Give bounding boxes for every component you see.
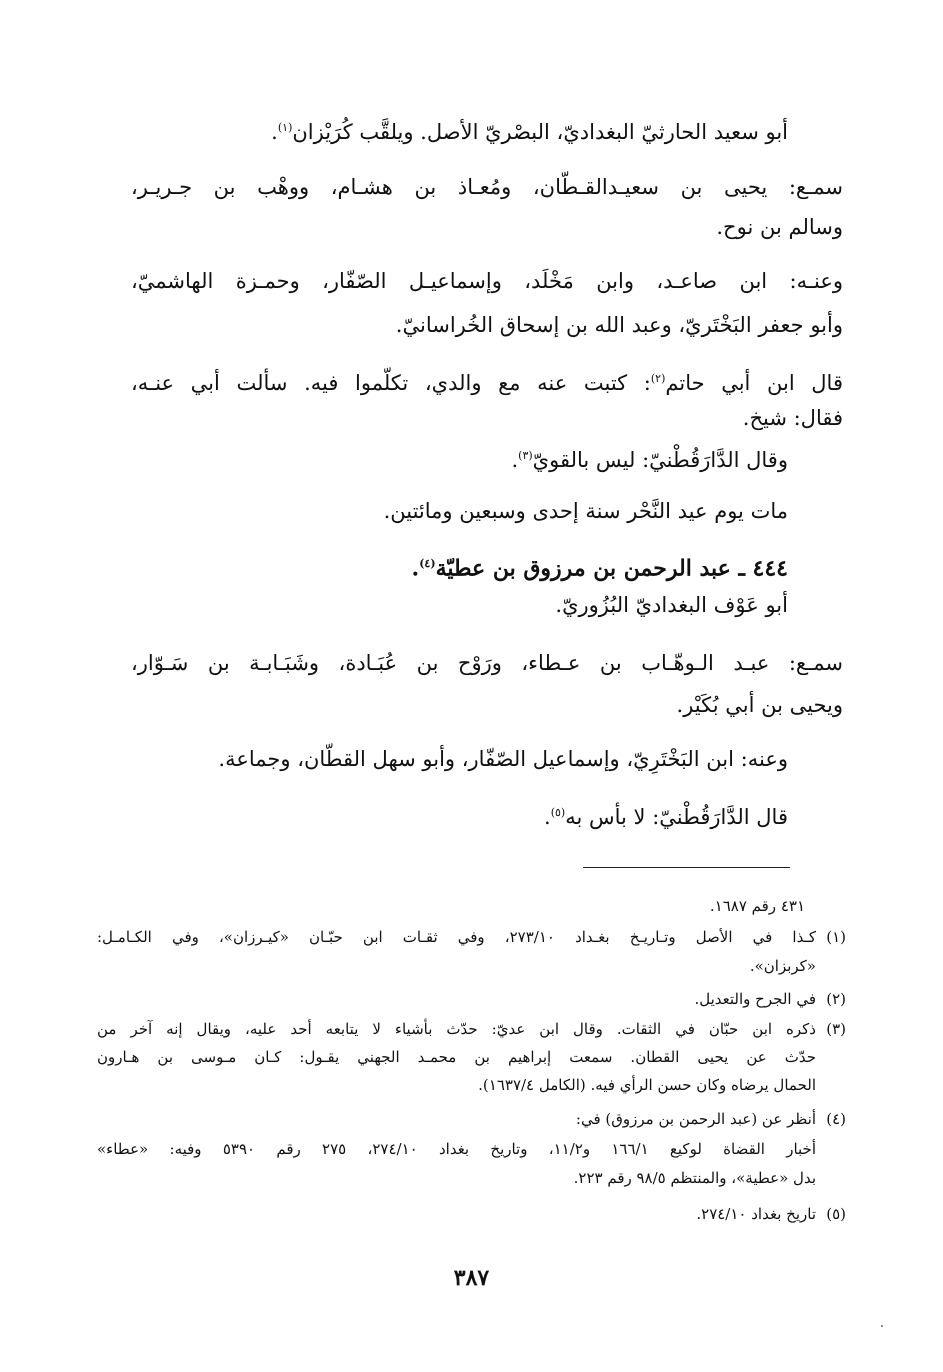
scan-speck bbox=[881, 1325, 883, 1327]
footnote-text: كـذا في الأصل وتـاريـخ بغـداد ٢٧٣/١٠، وفي ثقـات ابن حبّـان «كيـرزان»، وفي الكـامـل: bbox=[97, 928, 816, 946]
main-line-11: أبو عَوْف البغداديّ البُزُوريّ. bbox=[555, 593, 788, 617]
footnote-separator bbox=[583, 867, 790, 868]
entry-title: ٤٤٤ ـ عبد الرحمن بن مرزوق بن عطيّة bbox=[435, 555, 788, 582]
line-text: : كتبت عنه مع والدي، تكلّموا فيه. سألت أبي عنـه، bbox=[131, 371, 651, 395]
footnote-number: (١) bbox=[826, 928, 846, 946]
main-line-7: فقال: شيخ. bbox=[742, 406, 843, 430]
line-text: وقال الدَّارَقُطْنيّ: ليس بالقويّ bbox=[532, 448, 788, 472]
footnote-3 bbox=[97, 1018, 846, 1040]
main-line-12: سمـع: عبـد الـوهّـاب بن عـطاء، ورَوْح بن عُبَـادة، وشَبَـابـة بن سَـوّار، bbox=[131, 651, 843, 675]
main-line-14: وعنه: ابن البَخْتَرِيّ، وإسماعيل الصّفّار، وأبو سهل القطّان، وجماعة. bbox=[218, 747, 788, 771]
footnote-1-line-2: «كربزان». bbox=[749, 957, 816, 975]
main-line-5: وأبو جعفر البَخْتَريّ، وعبد الله بن إسحاق الخُراسانيّ. bbox=[395, 313, 843, 337]
entry-heading bbox=[412, 549, 788, 583]
footnote-ref: (٥) bbox=[550, 806, 566, 819]
line-text: قال الدَّارَقُطْنيّ: لا بأس به bbox=[565, 805, 788, 829]
main-line-6 bbox=[131, 364, 843, 398]
footnote-3-line-3: الحمال يرضاه وكان حسن الرأي فيه. (الكامل ١٦٣٧/٤). bbox=[478, 1076, 816, 1094]
footnote-number: (٢) bbox=[826, 990, 846, 1008]
main-line-3: وسالم بن نوح. bbox=[716, 215, 843, 239]
footnote-4-line-2: أخبار القضاة لوكيع ١٦٦/١ و١١/٢، وتاريخ بغداد ٢٧٤/١٠، ٢٧٥ رقم ٥٣٩٠ وفيه: «عطاء» bbox=[97, 1140, 816, 1158]
line-end: . bbox=[271, 120, 278, 144]
main-line-2: سمـع: يحيى بن سعيـدالقـطّان، ومُعـاذ بن هشـام، ووهْب بن جـريـر، bbox=[131, 175, 843, 199]
footnote-text: أنظر عن (عبد الرحمن بن مرزوق) في: bbox=[575, 1110, 816, 1128]
line-end: . bbox=[511, 448, 519, 472]
footnote-5 bbox=[696, 1203, 846, 1225]
line-text: أبو سعيد الحارثيّ البغداديّ، البصْريّ الأصل. ويلقَّب كُرَيْزان bbox=[292, 120, 788, 144]
footnote-number: (٣) bbox=[826, 1020, 846, 1038]
footnote-ref: (٤) bbox=[419, 557, 436, 570]
page-number: ٣٨٧ bbox=[453, 1265, 490, 1291]
main-line-8 bbox=[511, 441, 788, 475]
footnote-1 bbox=[97, 926, 846, 948]
footnote-4-line-3: بدل «عطية»، والمنتظم ٩٨/٥ رقم ٢٢٣. bbox=[573, 1169, 816, 1187]
footnote-ref: (٢) bbox=[650, 372, 666, 385]
footnote-text: ذكره ابن حبّان في الثقات. وقال ابن عديّ: حدّث بأشياء لا يتابعه أحد عليه، ويقال إنه آخر من bbox=[97, 1020, 816, 1038]
main-line-9: مات يوم عيد النَّحْر سنة إحدى وسبعين ومائتين. bbox=[383, 499, 788, 523]
line-text: قال ابن أبي حاتم bbox=[665, 371, 843, 395]
footnote-text: في الجرح والتعديل. bbox=[694, 990, 816, 1008]
footnote-number: (٤) bbox=[826, 1110, 846, 1128]
footnote-number: (٥) bbox=[826, 1205, 846, 1223]
line-end: . bbox=[411, 555, 420, 582]
main-line-13: ويحيى بن أبي بُكَيْر. bbox=[676, 693, 843, 717]
footnote-2 bbox=[694, 988, 846, 1010]
footnote-4 bbox=[576, 1108, 846, 1130]
main-line-4: وعنـه: ابن صاعـد، وابن مَخْلَد، وإسماعيـل الصّفّار، وحمـزة الهاشميّ، bbox=[131, 269, 843, 293]
line-end: . bbox=[544, 805, 551, 829]
footnote-text: تاريخ بغداد ٢٧٤/١٠. bbox=[696, 1205, 816, 1223]
footnote-continuation: ٤٣١ رقم ١٦٨٧. bbox=[709, 897, 805, 915]
main-line-1 bbox=[271, 113, 788, 147]
main-line-15 bbox=[544, 798, 788, 832]
footnote-ref: (١) bbox=[277, 121, 293, 134]
footnote-3-line-2: حدّث عن يحيى القطان. سمعت إبراهيم بن محمـد الجهني يقـول: كـان مـوسى بن هـارون bbox=[97, 1048, 816, 1066]
footnote-ref: (٣) bbox=[518, 449, 533, 462]
